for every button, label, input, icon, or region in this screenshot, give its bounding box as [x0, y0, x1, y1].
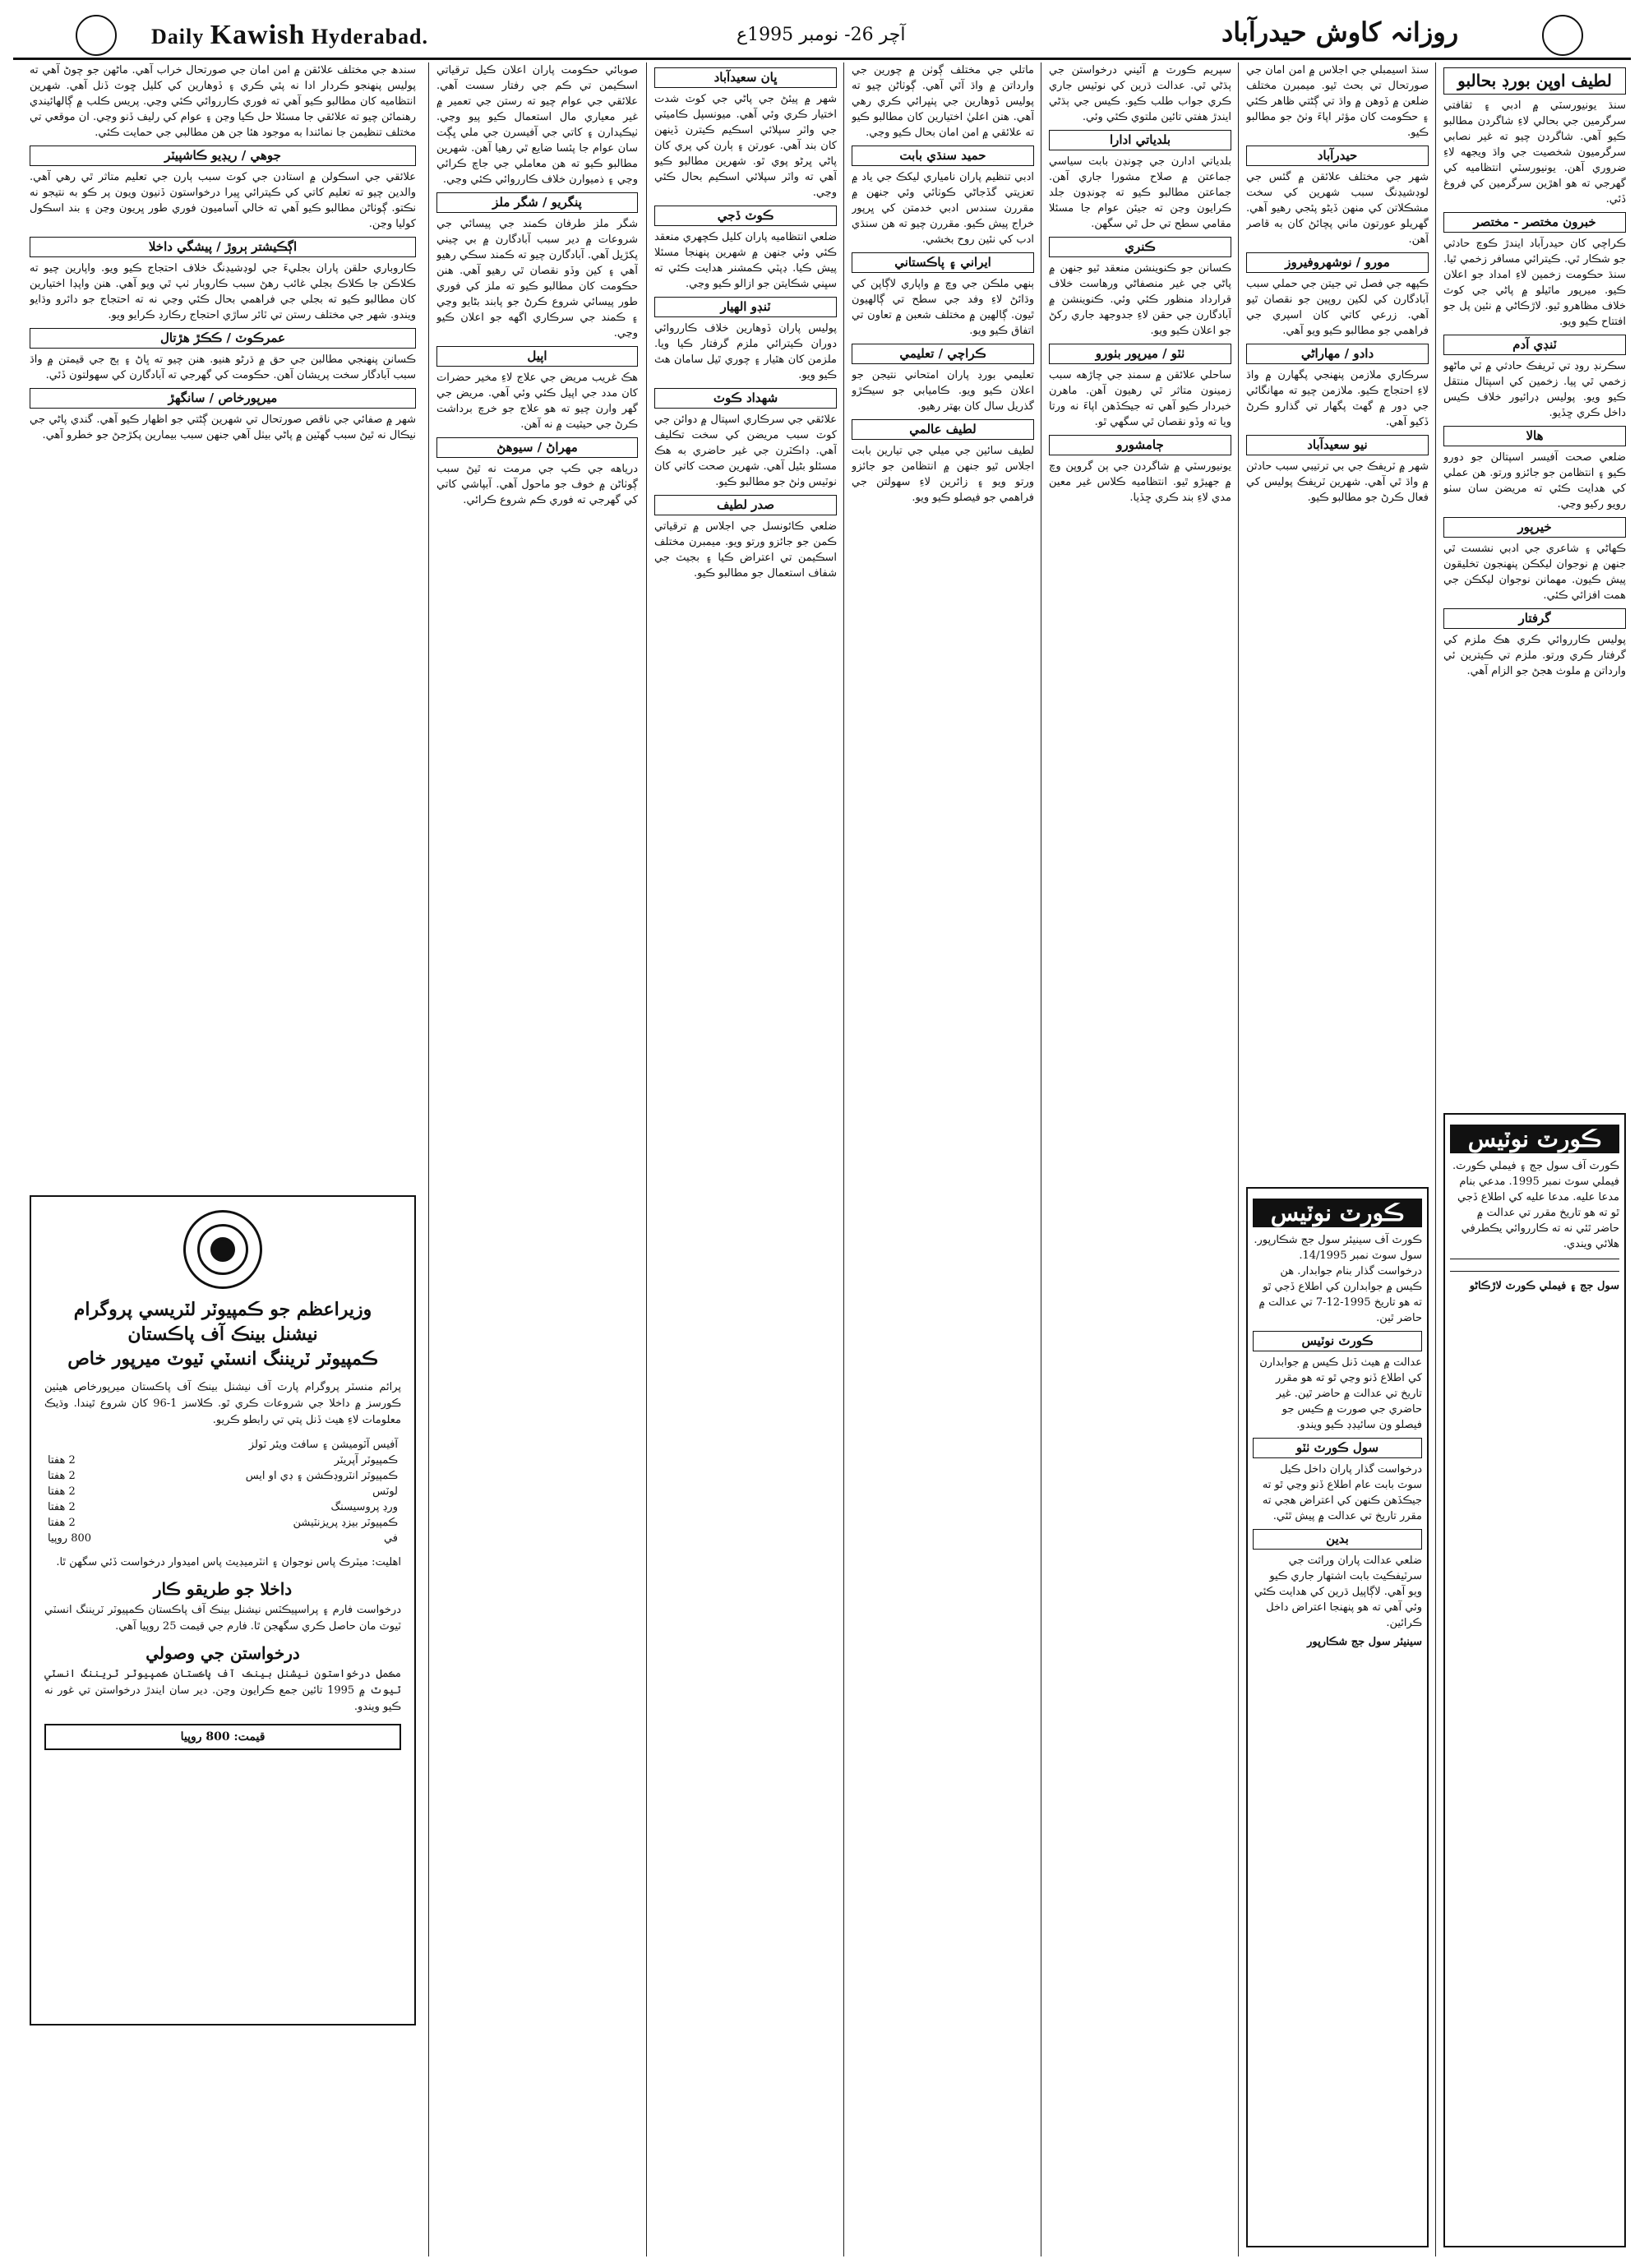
urdu-title: روزانہ کاوش حیدرآباد — [1221, 16, 1459, 48]
article-headline: ڀان سعيدآباد — [654, 67, 837, 88]
article-headline: ٽنڊو الهيار — [654, 297, 837, 317]
article-headline: ٽنڊي آدم — [1443, 335, 1626, 355]
article-text: ادبي تنظيم پاران نامياري ليکڪ جي ياد ۾ تعزيتي گڏجاڻي ڪوٺائي وئي جنهن ۾ مقررن سندس ادبي خدمتن کي ڀرپور خراج پيش ڪيو. مقررن چيو ته هن سنڌي ادب کي نئين روح بخشي. — [852, 171, 1034, 246]
article-headline: جوهي / ريڊيو ڪاشپيٽر — [30, 146, 416, 166]
article-headline: بدين — [1253, 1529, 1422, 1550]
article-headline: ڪراچي / تعليمي — [852, 344, 1034, 364]
court-notice-box — [1246, 1187, 1429, 2247]
article-headline: ڪنري — [1049, 237, 1231, 257]
article-text: سندھ جي مختلف علائقن ۾ امن امان جي صورتحال خراب آهي. ماڻهن جو چوڻ آهي ته پوليس پنهنجو ڪردار ادا نه پئي ڪري ۽ ڏوهارين کي کليل ڇوٽ ڏنل آهي. شهرين انتظاميه کان مطالبو ڪيو آهي ته فوري ڪارروائي ڪئي وڃي. پريس ڪلب ۾ ڳالهائيندي رهنمائن چيو ته علائقي جا مسئلا حل ڪيا وڃن ۽ عوام کي رليف ڏنو وڃي. ان موقعي تي مختلف تنظيمن جا نمائندا به موجود هئا جن هن مطالبي جي حمايت ڪئي. — [30, 64, 416, 139]
article-text: بلدياتي ادارن جي چونڊن بابت سياسي جماعتن ۾ صلاح مشورا جاري آهن. جماعتن مطالبو ڪيو ته چونڊون جلد ڪرايون وڃن ته جيئن عوام جا مسئلا مقامي سطح تي حل ٿي سگهن. — [1049, 155, 1231, 230]
court-notice-signature: سول جج ۽ فيملي ڪورٽ لاڙڪاڻو — [1469, 1280, 1619, 1292]
article-text: پوليس پاران ڏوهارين خلاف ڪارروائي دوران ڪيترائي ملزم گرفتار ڪيا ويا. ملزمن کان هٿيار ۽ چوري ٿيل سامان هٿ ڪيو ويو. — [654, 322, 837, 381]
article-headline: عمرڪوٽ / ڪڪڙ هڙتال — [30, 328, 416, 349]
article-headline: نيو سعيدآباد — [1246, 435, 1429, 455]
article-text: شهر ۾ ٽريفڪ جي بي ترتيبي سبب حادثن ۾ واڌ ٿي آهي. شهرين ٽريفڪ پوليس کي فعال ڪرڻ جو مطالبو ڪيو. — [1246, 460, 1429, 504]
course-row: ورڊ پروسيسنگ 2 هفتا — [48, 1501, 398, 1513]
issue-date: آچر 26- نومبر 1995ع — [737, 25, 906, 45]
article-text: سپريم ڪورٽ ۾ آئيني درخواستن جي ٻڌڻي ٿي. عدالت ڌرين کي نوٽيس جاري ڪري جواب طلب ڪيو. ڪيس جي ٻڌڻي ايندڙ هفتي تائين ملتوي ڪئي وئي. — [1049, 64, 1231, 123]
article-headline: خبرون مختصر - مختصر — [1443, 212, 1626, 233]
column-3 — [654, 62, 837, 2256]
course-row: ڪمپيوٽر بيزڊ پريزنٽيشن 2 هفتا — [48, 1517, 398, 1529]
article-text: ضلعي ڪائونسل جي اجلاس ۾ ترقياتي ڪمن جو جائزو ورتو ويو. ميمبرن مختلف اسڪيمن تي اعتراض ڪيا ۽ بجيٽ جي شفاف استعمال جو مطالبو ڪيو. — [654, 520, 837, 580]
article-headline: خيرپور — [1443, 517, 1626, 538]
column-4 — [852, 62, 1034, 2256]
title-name: Kawish — [210, 20, 306, 50]
column-7 — [1443, 62, 1626, 1089]
article-headline: ڪوٽ ڏجي — [654, 206, 837, 226]
column-1 — [30, 62, 416, 1188]
ad-intro: پرائم منسٽر پروگرام پارٽ آف نيشنل بينڪ آف پاڪستان ميرپورخاص هيٺين ڪورسز ۾ داخلا جي شروعات ڪري ٿو. ڪلاسز 1-96 کان شروع ٿيندا. وڌيڪ معلومات لاءِ هيٺ ڏنل پتي تي رابطو ڪريو. — [44, 1381, 401, 1426]
article-headline: مهراڻ / سيوهڻ — [436, 437, 638, 458]
court-notice-text: ڪورٽ آف سول جج ۽ فيملي ڪورٽ. فيملي سوٽ نمبر 1995. مدعي بنام مدعا عليه. مدعا عليه کي اطلاع ڏجي ٿو ته هو تاريخ مقرر تي عدالت ۾ حاضر ٿئي نه ته ڪارروائي يڪطرفي هلائي ويندي. — [1452, 1160, 1619, 1250]
article-headline: ٺٽو / ميرپور بٺورو — [1049, 344, 1231, 364]
article-headline: ڪورٽ نوٽيس — [1253, 1331, 1422, 1351]
article-text: علائقي جي اسڪولن ۾ استادن جي کوٽ سبب ٻارن جي تعليم متاثر ٿي رهي آهي. والدين چيو ته تعليم کاتي کي ڪيترائي ڀيرا درخواستون ڏنيون ويون پر ڪو به نتيجو نه نڪتو. ڳوٺاڻن مطالبو ڪيو آهي ته خالي آساميون فوري طور ڀريون وڃن ۽ بند اسڪول کوليا وڃن. — [30, 171, 416, 230]
article-text: يونيورسٽي ۾ شاگردن جي ٻن گروپن وچ ۾ جهيڙو ٿيو. انتظاميه ڪلاس غير معين مدي لاءِ بند ڪري ڇڏيا. — [1049, 460, 1231, 504]
article-text: شهر جي مختلف علائقن ۾ گئس جي لوڊشيڊنگ سبب شهرين کي سخت مشڪلاتن کي منهن ڏيڻو پئجي رهيو آهي. گهريلو عورتون ماني پچائڻ کان به قاصر آهن. — [1246, 171, 1429, 246]
article-headline: دادو / مهاراڻي — [1246, 344, 1429, 364]
article-headline: مورو / نوشهروفيروز — [1246, 252, 1429, 273]
article-text: ضلعي انتظاميه پاران کليل ڪچهري منعقد ڪئي وئي جنهن ۾ شهرين پنهنجا مسئلا پيش ڪيا. ڊپٽي ڪمشنر هدايت ڪئي ته سڀني شڪايتن جو ازالو ڪيو وڃي. — [654, 231, 837, 290]
course-row: ڪمپيوٽر انٽروڊڪشن ۽ ڊي او ايس 2 هفتا — [48, 1470, 398, 1482]
ad-title-line3: ڪمپيوٽر ٽريننگ انسٽي ٽيوٽ ميرپور خاص — [67, 1348, 378, 1370]
article-text: سنڌ اسيمبلي جي اجلاس ۾ امن امان جي صورتحال تي بحث ٿيو. ميمبرن مختلف ضلعن ۾ ڏوهن ۾ واڌ تي ڳڻتي ظاهر ڪئي ۽ حڪومت کان مؤثر اپاءَ وٺڻ جو مطالبو ڪيو. — [1246, 64, 1429, 139]
ad-admission-text: درخواست فارم ۽ پراسپيڪٽس نيشنل بينڪ آف پاڪستان ڪمپيوٽر ٽريننگ انسٽي ٽيوٽ مان حاصل ڪري سگهجن ٿا. فارم جي قيمت 25 روپيا آهي. — [44, 1604, 401, 1633]
article-text: صوبائي حڪومت پاران اعلان ڪيل ترقياتي اسڪيمن تي ڪم جي رفتار سست آهي. علائقي جي عوام چيو ته رستن جي تعمير ۾ غير معياري مال استعمال ڪيو پيو وڃي. ٺيڪيدارن ۽ کاتي جي آفيسرن جي ملي ڀڳت سان عوام جا پئسا ضايع ٿي رهيا آهن. شهرين مطالبو ڪيو ته هن معاملي جي جاچ ڪرائي وڃي ۽ ذميوارن خلاف ڪارروائي ڪئي وڃي. — [436, 64, 638, 186]
course-row: آفيس آٽوميشن ۽ سافٽ ويئر ٽولز — [248, 1439, 398, 1451]
english-title — [151, 20, 428, 51]
article-headline: اڳڪيشتر ٻروڙ / پيشگي داخلا — [30, 237, 416, 257]
article-headline: حميد سنڌي بابت — [852, 146, 1034, 166]
article-text: ٻنهي ملڪن جي وچ ۾ واپاري لاڳاپن کي وڌائڻ لاءِ وفد جي سطح تي ڳالهيون ٿيون. ڳالهين ۾ مختلف شعبن ۾ تعاون تي اتفاق ڪيو ويو. — [852, 278, 1034, 337]
article-text: درخواست گذار پاران داخل ڪيل سوٽ بابت عام اطلاع ڏنو وڃي ٿو ته جيڪڏهن ڪنهن کي اعتراض هجي ته مقرر تاريخ تي عدالت ۾ پيش ٿئي. — [1262, 1463, 1422, 1522]
globe-emblem-icon — [76, 15, 117, 56]
article-text: سرڪاري ملازمن پنهنجي پگهارن ۾ واڌ لاءِ احتجاج ڪيو. ملازمن چيو ته مهانگائي جي دور ۾ گهٽ پگهار تي گذارو ڪرڻ ڏکيو آهي. — [1246, 369, 1429, 428]
article-text: لطيف سائين جي ميلي جي تيارين بابت اجلاس ٿيو جنهن ۾ انتظامن جو جائزو ورتو ويو ۽ زائرين لاءِ سهولتن جي فراهمي جو فيصلو ڪيو ويو. — [852, 445, 1034, 504]
article-headline: حيدرآباد — [1246, 146, 1429, 166]
globe-emblem-icon — [1542, 15, 1583, 56]
article-text: ماتلي جي مختلف ڳوٺن ۾ چورين جي وارداتن ۾ واڌ آئي آهي. ڳوٺاڻن چيو ته پوليس ڏوهارين جي پٺڀرائي ڪري رهي آهي. هنن اعليٰ اختيارين کان مطالبو ڪيو ته علائقي ۾ امن امان بحال ڪيو وڃي. — [852, 64, 1034, 139]
article-text: ڪاروباري حلقن پاران بجليءَ جي لوڊشيڊنگ خلاف احتجاج ڪيو ويو. واپارين چيو ته ڪلاڪن جا ڪلاڪ بجلي غائب رهڻ سبب ڪاروبار ٺپ ٿي ويو آهي. هنن واپڊا اختيارين کان مطالبو ڪيو ته بجلي جي فراهمي بحال ڪئي وڃي نه ته احتجاج جو دائرو وڌايو ويندو. شهر جي مختلف رستن تي ٽائر ساڙي احتجاج رڪارڊ ڪرايو ويو. — [30, 262, 416, 321]
article-text: سنڌ يونيورسٽي ۾ ادبي ۽ ثقافتي سرگرمين جي بحالي لاءِ شاگردن مطالبو ڪيو آهي. شاگردن چيو ته غير نصابي سرگرميون شخصيت جي واڌ ويجهه لاءِ ضروري آهن. يونيورسٽي انتظاميه کي گهرجي ته هو اهڙين سرگرمين کي فروغ ڏئي. — [1443, 99, 1626, 206]
article-headline: هالا — [1443, 426, 1626, 446]
article-text: پوليس ڪارروائي ڪري هڪ ملزم کي گرفتار ڪري ورتو. ملزم تي ڪيترين ئي وارداتن ۾ ملوث هجڻ جو الزام آهي. — [1443, 634, 1626, 677]
article-text: هڪ غريب مريض جي علاج لاءِ مخير حضرات کان مدد جي اپيل ڪئي وئي آهي. مريض جي گهر وارن چيو ته هو علاج جو خرچ برداشت ڪرڻ جي حيثيت ۾ نه آهن. — [436, 372, 638, 431]
article-headline: ايراني ۽ پاڪستاني — [852, 252, 1034, 273]
column-6 — [1246, 62, 1429, 1155]
article-headline: اپيل — [436, 346, 638, 367]
article-text: علائقي جي سرڪاري اسپتال ۾ دوائن جي کوٽ سبب مريضن کي سخت تڪليف آهي. ڊاڪٽرن جي غير حاضري به هڪ مسئلو بڻيل آهي. شهرين صحت کاتي کان نوٽيس وٺڻ جو مطالبو ڪيو. — [654, 413, 837, 488]
masthead — [13, 12, 1631, 60]
article-text: درياهه جي ڪپ جي مرمت نه ٿيڻ سبب ڳوٺاڻن ۾ خوف جو ماحول آهي. آبپاشي کاتي کي گهرجي ته فوري ڪم شروع ڪرائي. — [436, 463, 638, 506]
ad-price-note: قيمت: 800 روپيا — [44, 1724, 401, 1750]
article-headline: شهداد ڪوٽ — [654, 388, 837, 409]
computer-program-ad — [30, 1195, 416, 2025]
court-notice-banner: ڪورٽ نوٽيس — [1450, 1125, 1619, 1153]
article-headline: ميرپورخاص / سانگهڙ — [30, 388, 416, 409]
article-headline: سول ڪورٽ ٺٽو — [1253, 1438, 1422, 1458]
article-text: شهر ۾ پيئڻ جي پاڻي جي کوٽ شدت اختيار ڪري وئي آهي. ميونسپل ڪاميٽي جي واٽر سپلائي اسڪيم ڪيترن ڏينهن کان بند آهي. عورتن ۽ ٻارن کي پري کان پاڻي ڀرڻو پوي ٿو. شهرين مطالبو ڪيو آهي ته واٽر سپلائي اسڪيم بحال ڪئي وڃي. — [654, 93, 837, 199]
article-headline: گرفتار — [1443, 608, 1626, 629]
bank-logo-icon — [183, 1210, 262, 1289]
ad-receipt-heading: درخواستن جي وصولي — [145, 1643, 300, 1663]
course-row: لوٽس 2 هفتا — [48, 1485, 398, 1498]
article-headline: صدر لطيف — [654, 495, 837, 515]
ad-title-line2: نيشنل بينڪ آف پاڪستان — [127, 1323, 318, 1345]
divider — [1450, 1259, 1619, 1272]
court-notice-banner: ڪورٽ نوٽيس — [1253, 1199, 1422, 1227]
title-city: Hyderabad. — [311, 25, 429, 49]
article-text: ڪپهه جي فصل تي جيتن جي حملي سبب آبادگارن کي لکين روپين جو نقصان ٿيو آهي. زرعي کاتي کان اسپري جي فراهمي جو مطالبو ڪيو ويو آهي. — [1246, 278, 1429, 337]
article-text: ڪهاڻي ۽ شاعري جي ادبي نشست ٿي جنهن ۾ نوجوان ليکڪن پنهنجون تخليقون پيش ڪيون. مهمانن نوجوان ليکڪن جي همت افزائي ڪئي. — [1443, 543, 1626, 602]
course-table — [44, 1437, 401, 1546]
article-text: تعليمي بورڊ پاران امتحاني نتيجن جو اعلان ڪيو ويو. ڪاميابي جو سيڪڙو گذريل سال کان بهتر رهيو. — [852, 369, 1034, 413]
article-text: ساحلي علائقن ۾ سمنڊ جي چاڙهه سبب زمينون متاثر ٿي رهيون آهن. ماهرن خبردار ڪيو آهي ته جيڪڏهن اپاءَ نه ورتا ويا ته وڏو نقصان ٿي سگهي ٿو. — [1049, 369, 1231, 428]
course-row: ڪمپيوٽر آپريٽر 2 هفتا — [48, 1454, 398, 1467]
title-prefix: Daily — [151, 25, 205, 49]
article-text: ضلعي عدالت پاران وراثت جي سرٽيفڪيٽ بابت اشتهار جاري ڪيو ويو آهي. لاڳاپيل ڌرين کي هدايت ڪئي وئي آهي ته هو پنهنجا اعتراض داخل ڪرائين. — [1254, 1554, 1422, 1629]
ad-receipt-text: مڪمل درخواستون نيشنل بينڪ آف پاڪستان ڪمپيوٽر ٽريننگ انسٽي ٽيوٽ ۾ 1995 تائين جمع ڪرايون وڃن. دير سان ايندڙ درخواستن تي غور نه ڪيو ويندو. — [44, 1668, 401, 1713]
article-text: شگر ملز طرفان ڪمند جي پيسائي جي شروعات ۾ دير سبب آبادگارن ۾ بي چيني پکڙيل آهي. آبادگارن چيو ته ڪمند سڪي رهيو آهي ۽ کين وڏو نقصان ٿي رهيو آهي. هنن حڪومت کان مطالبو ڪيو ته ملز کي فوري طور پيسائي شروع ڪرڻ جو پابند بڻايو وڃي ۽ ڪمند جي سرڪاري اگهه جو اعلان ڪيو وڃي. — [436, 218, 638, 340]
article-text: شهر ۾ صفائي جي ناقص صورتحال تي شهرين ڳڻتي جو اظهار ڪيو آهي. گندي پاڻي جي نيڪال نه ٿيڻ سبب گهٽين ۾ پاڻي بيٺل آهي جنهن سبب بيمارين پکڙجڻ جو خطرو آهي. — [30, 413, 416, 441]
article-headline: لطيف اوپن بورڊ بحالبو — [1443, 67, 1626, 95]
ad-admission-heading: داخلا جو طريقو ڪار — [153, 1579, 293, 1599]
article-text: ڪسانن پنهنجي مطالبن جي حق ۾ ڌرڻو هنيو. هنن چيو ته ڀاڻ ۽ ٻج جي قيمتن ۾ واڌ سبب آبادگار سخت پريشان آهن. حڪومت کي گهرجي ته آبادگارن کي سهولتون ڏئي. — [30, 353, 416, 381]
article-headline: بلدياتي ادارا — [1049, 130, 1231, 150]
newspaper-page — [13, 12, 1631, 2256]
article-headline: لطيف عالمي — [852, 419, 1034, 440]
article-text: سڪرنڊ روڊ تي ٽريفڪ حادثي ۾ ٽي ماڻهو زخمي ٿي پيا. زخمين کي اسپتال منتقل ڪيو ويو. پوليس ڊرائيور خلاف ڪيس داخل ڪري ڇڏيو. — [1443, 360, 1626, 419]
column-5 — [1049, 62, 1231, 2256]
court-notice-box-right — [1443, 1113, 1626, 2247]
ad-title-line1: وزيراعظم جو ڪمپيوٽر لٽريسي پروگرام — [73, 1299, 372, 1320]
court-notice-signature: سينيئر سول جج شڪارپور — [1307, 1636, 1422, 1648]
article-text: ضلعي صحت آفيسر اسپتالن جو دورو ڪيو ۽ انتظامن جو جائزو ورتو. هن عملي کي هدايت ڪئي ته مريضن سان سٺو رويو رکيو وڃي. — [1443, 451, 1626, 510]
article-text: عدالت ۾ هيٺ ڏنل ڪيس ۾ جوابدارن کي اطلاع ڏنو وڃي ٿو ته هو مقرر تاريخ تي عدالت ۾ حاضر ٿين. غير حاضري جي صورت ۾ ڪيس جو فيصلو ون سائيڊڊ ڪيو ويندو. — [1259, 1356, 1422, 1431]
ad-eligibility: اهليت: ميٽرڪ پاس نوجوان ۽ انٽرميڊيٽ پاس اميدوار درخواست ڏئي سگهن ٿا. — [56, 1556, 401, 1568]
court-notice-text: ڪورٽ آف سينيئر سول جج شڪارپور. سول سوٽ نمبر 14/1995. درخواست گذار بنام جوابدار. هن ڪيس ۾ جوابدارن کي اطلاع ڏجي ٿو ته هو تاريخ 1995-12-7 تي عدالت ۾ حاضر ٿين. — [1254, 1234, 1422, 1324]
article-text: ڪراچي کان حيدرآباد ايندڙ ڪوچ حادثي جو شڪار ٿي. ڪيترائي مسافر زخمي ٿيا. سنڌ حڪومت زخمين لاءِ امداد جو اعلان ڪيو. ميرپور ماٿيلو ۾ پاڻي جي کوٽ خلاف مظاهرو ٿيو. لاڙڪاڻي ۾ نئين پل جو افتتاح ڪيو ويو. — [1443, 238, 1626, 328]
article-text: ڪسانن جو ڪنوينشن منعقد ٿيو جنهن ۾ پاڻي جي غير منصفاڻي ورهاست خلاف قرارداد منظور ڪئي وئي. ڪنوينشن ۾ آبادگارن جي حقن لاءِ جدوجهد جاري رکڻ جو اعلان ڪيو ويو. — [1049, 262, 1231, 337]
article-headline: پنگريو / شگر ملز — [436, 192, 638, 213]
course-row: في 800 روپيا — [48, 1532, 398, 1545]
article-headline: ڄامشورو — [1049, 435, 1231, 455]
column-2 — [436, 62, 638, 2256]
